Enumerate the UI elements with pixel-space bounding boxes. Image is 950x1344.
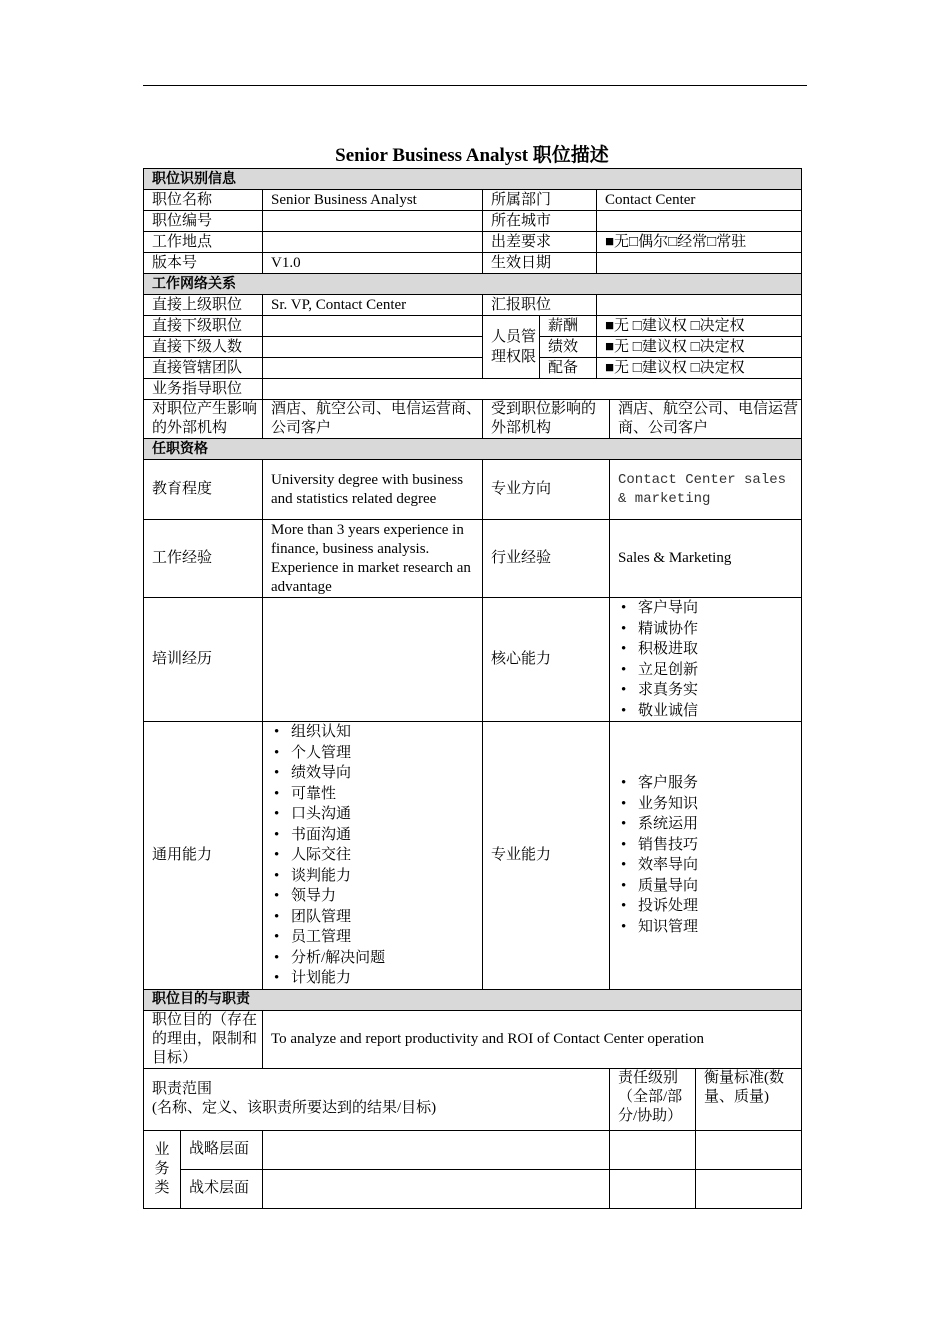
list-item: • 销售技巧 [618,835,801,856]
subordinate-label: 直接下级职位 [144,316,263,337]
city-label: 所在城市 [483,211,597,232]
experience-label: 工作经验 [144,520,263,598]
external-influence-value: 酒店、航空公司、电信运营商、公司客户 [263,400,483,439]
team-label: 直接管辖团队 [144,358,263,379]
strategic-level-value [610,1130,696,1169]
list-item: • 质量导向 [618,876,801,897]
major-value: Contact Center sales & marketing [610,460,802,520]
job-code-value [263,211,483,232]
header-rule [143,85,807,86]
effective-date-label: 生效日期 [483,253,597,274]
personnel-authority-label: 人员管理权限 [483,316,540,379]
experience-value: More than 3 years experience in finance, business analysis. Experience in market research an advantage [263,520,483,598]
list-item: • 谈判能力 [271,866,482,887]
section-id-info: 职位识别信息 [144,169,802,190]
list-item: • 个人管理 [271,743,482,764]
authority-item-label: 薪酬 [540,316,597,337]
subordinate-count-value [263,337,483,358]
strategic-label: 战略层面 [181,1130,263,1169]
guidance-value [263,379,802,400]
list-item: • 口头沟通 [271,804,482,825]
business-category-label: 业务类 [144,1130,181,1208]
location-value [263,232,483,253]
list-item: • 求真务实 [618,680,801,701]
tactical-label: 战术层面 [181,1169,263,1208]
section-qualification: 任职资格 [144,439,802,460]
list-item: • 投诉处理 [618,896,801,917]
guidance-label: 业务指导职位 [144,379,263,400]
list-item: • 组织认知 [271,722,482,743]
location-label: 工作地点 [144,232,263,253]
city-value [597,211,802,232]
list-item: • 客户导向 [618,598,801,619]
list-item: • 团队管理 [271,907,482,928]
list-item: • 效率导向 [618,855,801,876]
external-influence-label: 对职位产生影响的外部机构 [144,400,263,439]
list-item: • 立足创新 [618,660,801,681]
professional-competency-label: 专业能力 [483,722,610,990]
list-item: • 敬业诚信 [618,701,801,722]
measure-header: 衡量标准(数量、质量) [696,1068,802,1130]
list-item: • 系统运用 [618,814,801,835]
subordinate-value [263,316,483,337]
industry-value: Sales & Marketing [610,520,802,598]
list-item: • 业务知识 [618,794,801,815]
purpose-value: To analyze and report productivity and ROI of Contact Center operation [263,1010,802,1068]
subordinate-count-label: 直接下级人数 [144,337,263,358]
authority-item-label: 配备 [540,358,597,379]
authority-item-value: ■无 □建议权 □决定权 [597,316,802,337]
influenced-label: 受到职位影响的外部机构 [483,400,610,439]
professional-competency-cell [610,722,802,990]
version-label: 版本号 [144,253,263,274]
list-item: • 分析/解决问题 [271,948,482,969]
professional-competency-list [618,773,801,937]
tactical-measure-value [696,1169,802,1208]
department-label: 所属部门 [483,190,597,211]
level-header: 责任级别（全部/部分/协助） [610,1068,696,1130]
education-label: 教育程度 [144,460,263,520]
scope-label: 职责范围 [152,1081,213,1097]
list-item: • 可靠性 [271,784,482,805]
travel-value: ■无□偶尔□经常□常驻 [597,232,802,253]
report-value [597,295,802,316]
effective-date-value [597,253,802,274]
list-item: • 积极进取 [618,639,801,660]
scope-subtitle: (名称、定义、该职责所要达到的结果/目标) [152,1100,437,1116]
section-purpose: 职位目的与职责 [144,989,802,1010]
list-item: • 客户服务 [618,773,801,794]
list-item: • 计划能力 [271,968,482,989]
job-name-value: Senior Business Analyst [263,190,483,211]
version-value: V1.0 [263,253,483,274]
department-value: Contact Center [597,190,802,211]
general-competency-cell [263,722,483,990]
purpose-label: 职位目的（存在的理由，限制和目标） [144,1010,263,1068]
authority-item-value: ■无 □建议权 □决定权 [597,358,802,379]
strategic-measure-value [696,1130,802,1169]
industry-label: 行业经验 [483,520,610,598]
core-competency-label: 核心能力 [483,598,610,722]
superior-label: 直接上级职位 [144,295,263,316]
job-code-label: 职位编号 [144,211,263,232]
core-competency-cell [610,598,802,722]
training-value [263,598,483,722]
list-item: • 绩效导向 [271,763,482,784]
authority-item-value: ■无 □建议权 □决定权 [597,337,802,358]
list-item: • 员工管理 [271,927,482,948]
report-label: 汇报职位 [483,295,597,316]
authority-item-label: 绩效 [540,337,597,358]
training-label: 培训经历 [144,598,263,722]
scope-header [144,1068,610,1130]
job-name-label: 职位名称 [144,190,263,211]
strategic-scope-value [263,1130,610,1169]
list-item: • 领导力 [271,886,482,907]
general-competency-list [271,722,482,989]
influenced-value: 酒店、航空公司、电信运营商、公司客户 [610,400,802,439]
list-item: • 精诚协作 [618,619,801,640]
list-item: • 知识管理 [618,917,801,938]
document-title: Senior Business Analyst 职位描述 [335,145,609,166]
superior-value: Sr. VP, Contact Center [263,295,483,316]
tactical-level-value [610,1169,696,1208]
education-value: University degree with business and statistics related degree [263,460,483,520]
list-item: • 人际交往 [271,845,482,866]
major-label: 专业方向 [483,460,610,520]
core-competency-list [618,598,801,721]
section-network: 工作网络关系 [144,274,802,295]
list-item: • 书面沟通 [271,825,482,846]
general-competency-label: 通用能力 [144,722,263,990]
team-value [263,358,483,379]
job-description-table [143,168,802,1209]
travel-label: 出差要求 [483,232,597,253]
tactical-scope-value [263,1169,610,1208]
